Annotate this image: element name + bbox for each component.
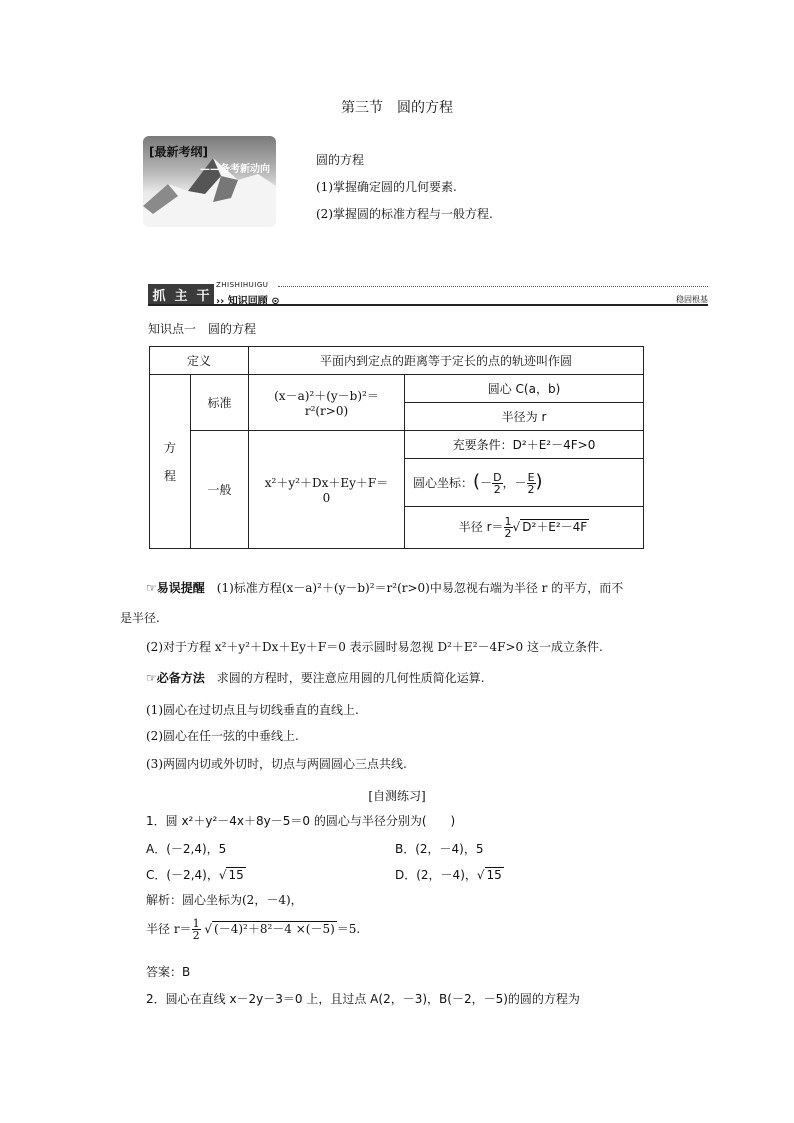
requirement-item: (2)掌握圆的标准方程与一般方程.: [316, 207, 493, 221]
self-test-heading: [自测练习]: [368, 789, 426, 803]
def-header: 定义: [150, 347, 249, 375]
condition-cell: 充要条件：D²＋E²－4F>0: [405, 431, 644, 459]
general-equation: x²＋y²＋Dx＋Ey＋F＝ 0: [249, 431, 405, 549]
question-1: 1．圆 x²＋y²－4x＋8y－5＝0 的圆心与半径分别为( ): [146, 814, 456, 828]
question-2: 2．圆心在直线 x－2y－3＝0 上，且过点 A(2，－3)，B(－2，－5)的圆的方程为: [146, 992, 580, 1006]
section-tag: 抓 主 干: [148, 284, 214, 304]
general-label: 一般: [191, 431, 249, 549]
method-item: (2)圆心在任一弦的中垂线上.: [146, 729, 299, 743]
eq-label: 方 程: [150, 375, 191, 549]
circle-equation-table: [149, 346, 644, 549]
method-line: ☞必备方法 求圆的方程时，要注意应用圆的几何性质简化运算.: [146, 671, 485, 685]
section-pinyin: ZHISHIHUIGU: [216, 281, 269, 289]
answer-line: 答案：B: [146, 965, 191, 979]
section-label: ›› 知识回顾 ⊙: [216, 296, 280, 307]
option-c: C．(－2,4)，√ 15: [146, 868, 244, 882]
center-cell: 圆心 C(a，b): [405, 375, 644, 403]
standard-label: 标准: [191, 375, 249, 431]
section-right-label: 稳固根基: [676, 295, 708, 304]
analysis-line: 解析：圆心坐标为(2，－4)，: [146, 893, 303, 907]
banner-sublabel: ——备考新动向: [200, 164, 270, 175]
option-d: D．(2，－4)，√ 15: [395, 868, 502, 882]
def-text: 平面内到定点的距离等于定长的点的轨迹叫作圆: [249, 347, 644, 375]
method-item: (3)两圆内切或外切时，切点与两圆圆心三点共线.: [146, 757, 407, 771]
banner-label: [最新考纲]: [149, 145, 208, 159]
radius-formula-cell: 半径 r＝ $\frac{1}{2}$ √ D²＋E²－4F: [405, 507, 644, 549]
center-coord-cell: 圆心坐标：(－ $\frac{D}{2}$ ，－ $\frac{E}{2}$ ): [405, 459, 644, 507]
method-item: (1)圆心在过切点且与切线垂直的直线上.: [146, 703, 359, 717]
radius-cell: 半径为 r: [405, 403, 644, 431]
knowledge-point-title: 知识点一 圆的方程: [148, 322, 257, 336]
reminder-line: (2)对于方程 x²＋y²＋Dx＋Ey＋F＝0 表示圆时易忽视 D²＋E²－4F>0 这一成立条件.: [146, 640, 603, 654]
reminder-line: 是半径.: [120, 611, 160, 625]
radius-calc: 半径 r＝ $\frac{1}{2}$ √ (－4)²＋8²－4 ×(－5) ＝5.: [146, 917, 361, 942]
option-a: A．(－2,4)，5: [146, 842, 227, 856]
standard-equation: (x－a)²＋(y－b)²＝ r²(r>0): [249, 375, 405, 431]
section-underline: [148, 304, 708, 306]
reminder-line: ☞易误提醒 (1)标准方程(x－a)²＋(y－b)²＝r²(r>0)中易忽视右端为半径 r 的平方，而不: [146, 581, 624, 595]
syllabus-banner: [143, 136, 276, 227]
play-icon: ⊙: [271, 296, 280, 307]
section-bar: [148, 282, 708, 306]
requirements-heading: 圆的方程: [316, 153, 365, 167]
requirement-item: (1)掌握确定圆的几何要素.: [316, 180, 457, 194]
page-title: 第三节 圆的方程: [341, 100, 453, 116]
dotted-divider: [278, 286, 708, 287]
option-b: B．(2，－4)，5: [395, 842, 484, 856]
